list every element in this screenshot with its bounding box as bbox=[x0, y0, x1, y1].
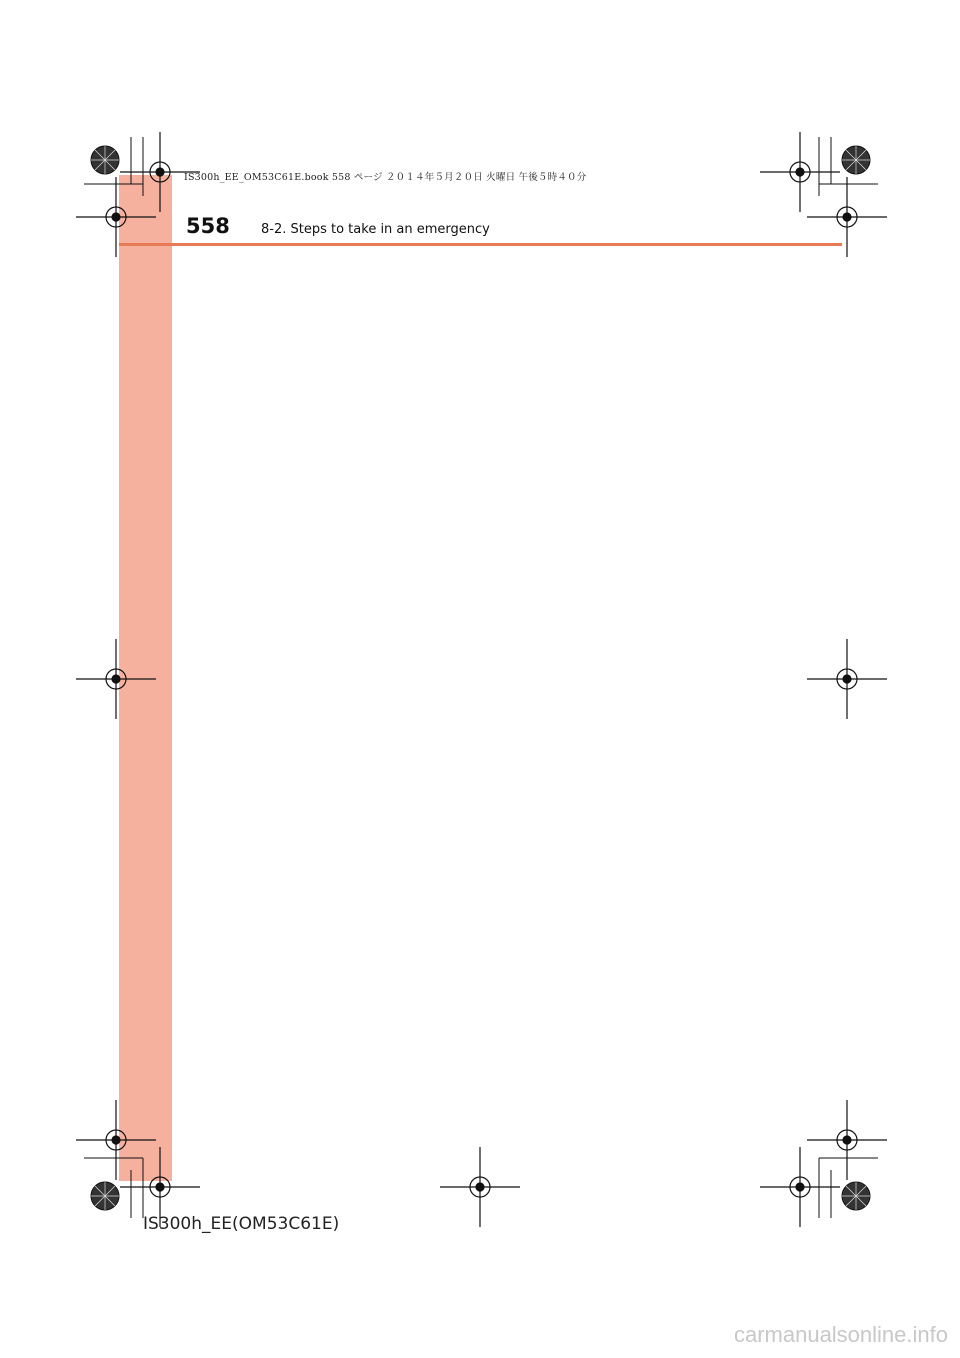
registration-target-icon bbox=[807, 639, 887, 719]
page-number: 558 bbox=[186, 214, 230, 238]
watermark[interactable]: carmanualsonline.info bbox=[733, 1322, 948, 1347]
star-target-icon bbox=[91, 1182, 119, 1210]
star-target-icon bbox=[842, 1182, 870, 1210]
registration-target-icon bbox=[760, 1147, 840, 1227]
registration-target-icon bbox=[440, 1147, 520, 1227]
star-target-icon bbox=[91, 146, 119, 174]
footer-model-code: IS300h_EE(OM53C61E) bbox=[143, 1214, 340, 1234]
registration-target-icon bbox=[76, 1100, 156, 1180]
star-target-icon bbox=[842, 146, 870, 174]
registration-target-icon bbox=[76, 177, 156, 257]
registration-target-icon bbox=[120, 1147, 200, 1227]
registration-target-icon bbox=[76, 639, 156, 719]
registration-target-icon bbox=[120, 132, 200, 212]
print-file-info: IS300h_EE_OM53C61E.book 558 ページ ２０１４年５月２０日 火曜日 午後５時４０分 bbox=[184, 172, 587, 183]
registration-target-icon bbox=[760, 132, 840, 212]
section-title: 8-2. Steps to take in an emergency bbox=[261, 222, 490, 237]
